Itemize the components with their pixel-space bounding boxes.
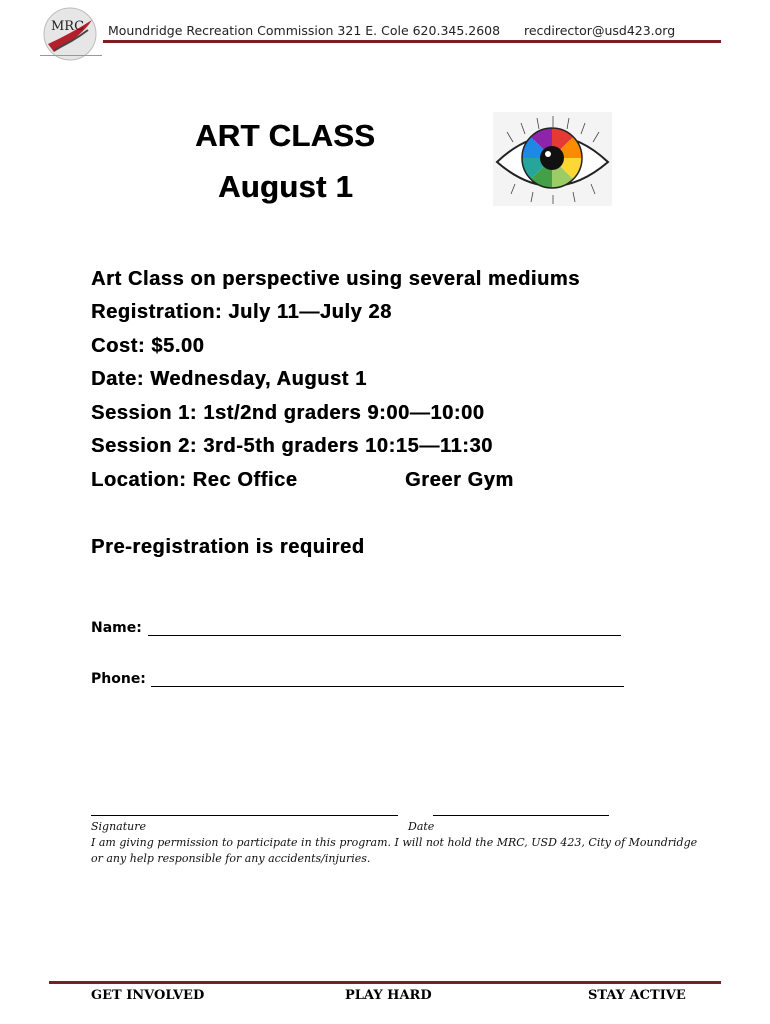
detail-description: Art Class on perspective using several mediums: [91, 268, 580, 290]
footer-right: STAY ACTIVE: [588, 988, 686, 1003]
name-field[interactable]: [148, 635, 621, 636]
page-subtitle-date: August 1: [218, 169, 354, 204]
footer-left: GET INVOLVED: [91, 988, 205, 1003]
phone-label: Phone:: [91, 671, 146, 687]
logo-tagline-mark: [40, 54, 102, 57]
signature-label: Signature: [91, 820, 147, 833]
email-address: recdirector@usd423.org: [524, 23, 676, 38]
header-rule: [103, 40, 721, 43]
date-field[interactable]: [433, 815, 609, 816]
phone-field[interactable]: [151, 686, 624, 687]
detail-session-1: Session 1: 1st/2nd graders 9:00—10:00: [91, 402, 485, 424]
preregistration-note: Pre-registration is required: [91, 536, 365, 558]
waiver-text-line-2: or any help responsible for any accidents/injuries.: [91, 852, 371, 865]
org-contact-line: Moundridge Recreation Commission 321 E. Cole 620.345.2608: [108, 23, 501, 38]
color-wheel-eye-image: [493, 112, 612, 206]
detail-session-2: Session 2: 3rd-5th graders 10:15—11:30: [91, 435, 493, 457]
name-label: Name:: [91, 620, 142, 636]
detail-registration: Registration: July 11—July 28: [91, 301, 392, 323]
page-title: ART CLASS: [195, 118, 376, 153]
footer-rule: [49, 981, 721, 984]
footer-center: PLAY HARD: [345, 988, 432, 1003]
date-label: Date: [408, 820, 435, 833]
logo-text: MRC: [51, 19, 85, 34]
signature-field[interactable]: [91, 815, 398, 816]
detail-date: Date: Wednesday, August 1: [91, 368, 367, 390]
detail-cost: Cost: $5.00: [91, 335, 205, 357]
detail-location: Location: Rec Office: [91, 469, 298, 491]
detail-location-secondary: Greer Gym: [405, 469, 514, 491]
waiver-text-line-1: I am giving permission to participate in this program. I will not hold the MRC, USD 423, City of Moundridge: [91, 836, 698, 849]
